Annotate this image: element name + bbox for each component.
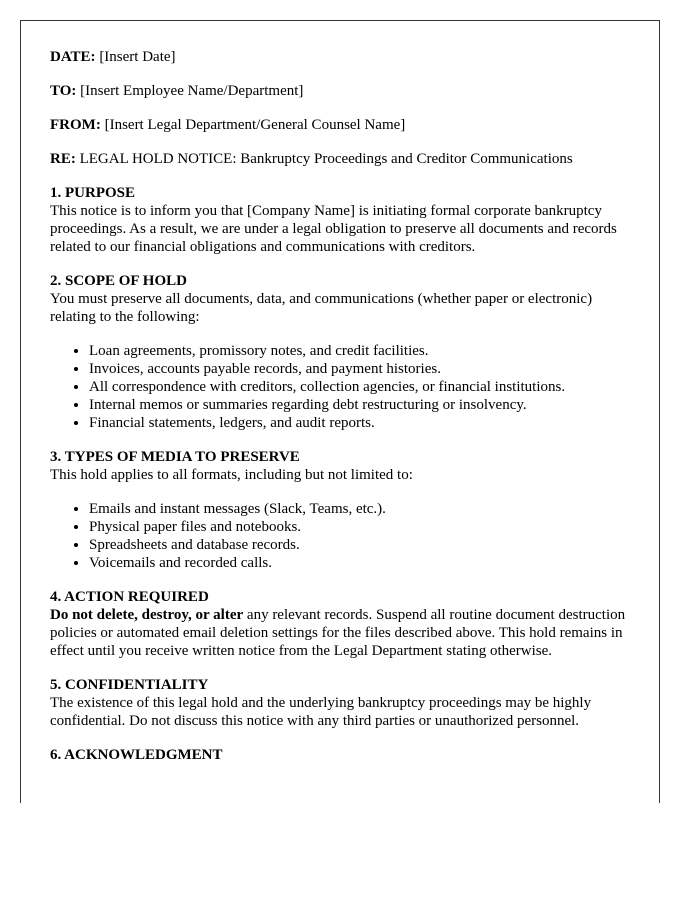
- date-field: [50, 48, 631, 66]
- list-item: • Spreadsheets and database records.: [89, 536, 631, 554]
- scope-list: [50, 342, 631, 432]
- action-heading: 4. ACTION REQUIRED: [50, 589, 209, 605]
- action-text: any relevant records. Suspend all routine document destruction policies or automated email deletion settings for the files described above. This hold remains in effect until you receive written notice from the Legal Department stating otherwise.: [50, 607, 626, 659]
- confidentiality-section: [50, 676, 631, 730]
- acknowledgment-heading: 6. ACKNOWLEDGMENT: [50, 747, 223, 763]
- list-item: • Physical paper files and notebooks.: [89, 518, 631, 536]
- action-bold-text: Do not delete, destroy, or alter: [50, 607, 244, 623]
- action-section: [50, 588, 631, 660]
- action-paragraph: [50, 606, 631, 660]
- list-item: • Financial statements, ledgers, and audit reports.: [89, 414, 631, 432]
- re-label: RE:: [50, 151, 76, 167]
- list-item: • Invoices, accounts payable records, and payment histories.: [89, 360, 631, 378]
- confidentiality-text: The existence of this legal hold and the underlying bankruptcy proceedings may be highly confidential. Do not discuss this notice with any third parties or unauthorized personnel.: [50, 695, 592, 729]
- scope-text: You must preserve all documents, data, and communications (whether paper or electronic) relating to the following:: [50, 291, 593, 325]
- confidentiality-heading: 5. CONFIDENTIALITY: [50, 677, 209, 693]
- media-heading: 3. TYPES OF MEDIA TO PRESERVE: [50, 449, 300, 465]
- legal-hold-notice: [20, 20, 660, 803]
- re-field: [50, 150, 631, 168]
- from-field: [50, 116, 631, 134]
- to-field: [50, 82, 631, 100]
- media-list: [50, 500, 631, 572]
- to-label: TO:: [50, 83, 77, 99]
- list-item: • All correspondence with creditors, collection agencies, or financial institutions.: [89, 378, 631, 396]
- media-section: [50, 448, 631, 572]
- notice-body: [21, 21, 659, 764]
- date-label: DATE:: [50, 49, 96, 65]
- to-value: [Insert Employee Name/Department]: [80, 83, 304, 99]
- list-item: • Loan agreements, promissory notes, and credit facilities.: [89, 342, 631, 360]
- list-item: • Emails and instant messages (Slack, Teams, etc.).: [89, 500, 631, 518]
- from-value: [Insert Legal Department/General Counsel Name]: [104, 117, 406, 133]
- purpose-section: [50, 184, 631, 256]
- list-item: • Voicemails and recorded calls.: [89, 554, 631, 572]
- acknowledgment-section: [50, 746, 631, 764]
- date-value: [Insert Date]: [99, 49, 176, 65]
- purpose-text: This notice is to inform you that [Company Name] is initiating formal corporate bankruptcy proceedings. As a result, we are under a legal obligation to preserve all documents and records related to our financial obligations and communications with creditors.: [50, 203, 617, 255]
- media-text: This hold applies to all formats, including but not limited to:: [50, 467, 413, 483]
- purpose-heading: 1. PURPOSE: [50, 185, 136, 201]
- scope-heading: 2. SCOPE OF HOLD: [50, 273, 187, 289]
- scope-section: [50, 272, 631, 432]
- list-item: • Internal memos or summaries regarding debt restructuring or insolvency.: [89, 396, 631, 414]
- from-label: FROM:: [50, 117, 101, 133]
- re-value: LEGAL HOLD NOTICE: Bankruptcy Proceedings and Creditor Communications: [79, 151, 573, 167]
